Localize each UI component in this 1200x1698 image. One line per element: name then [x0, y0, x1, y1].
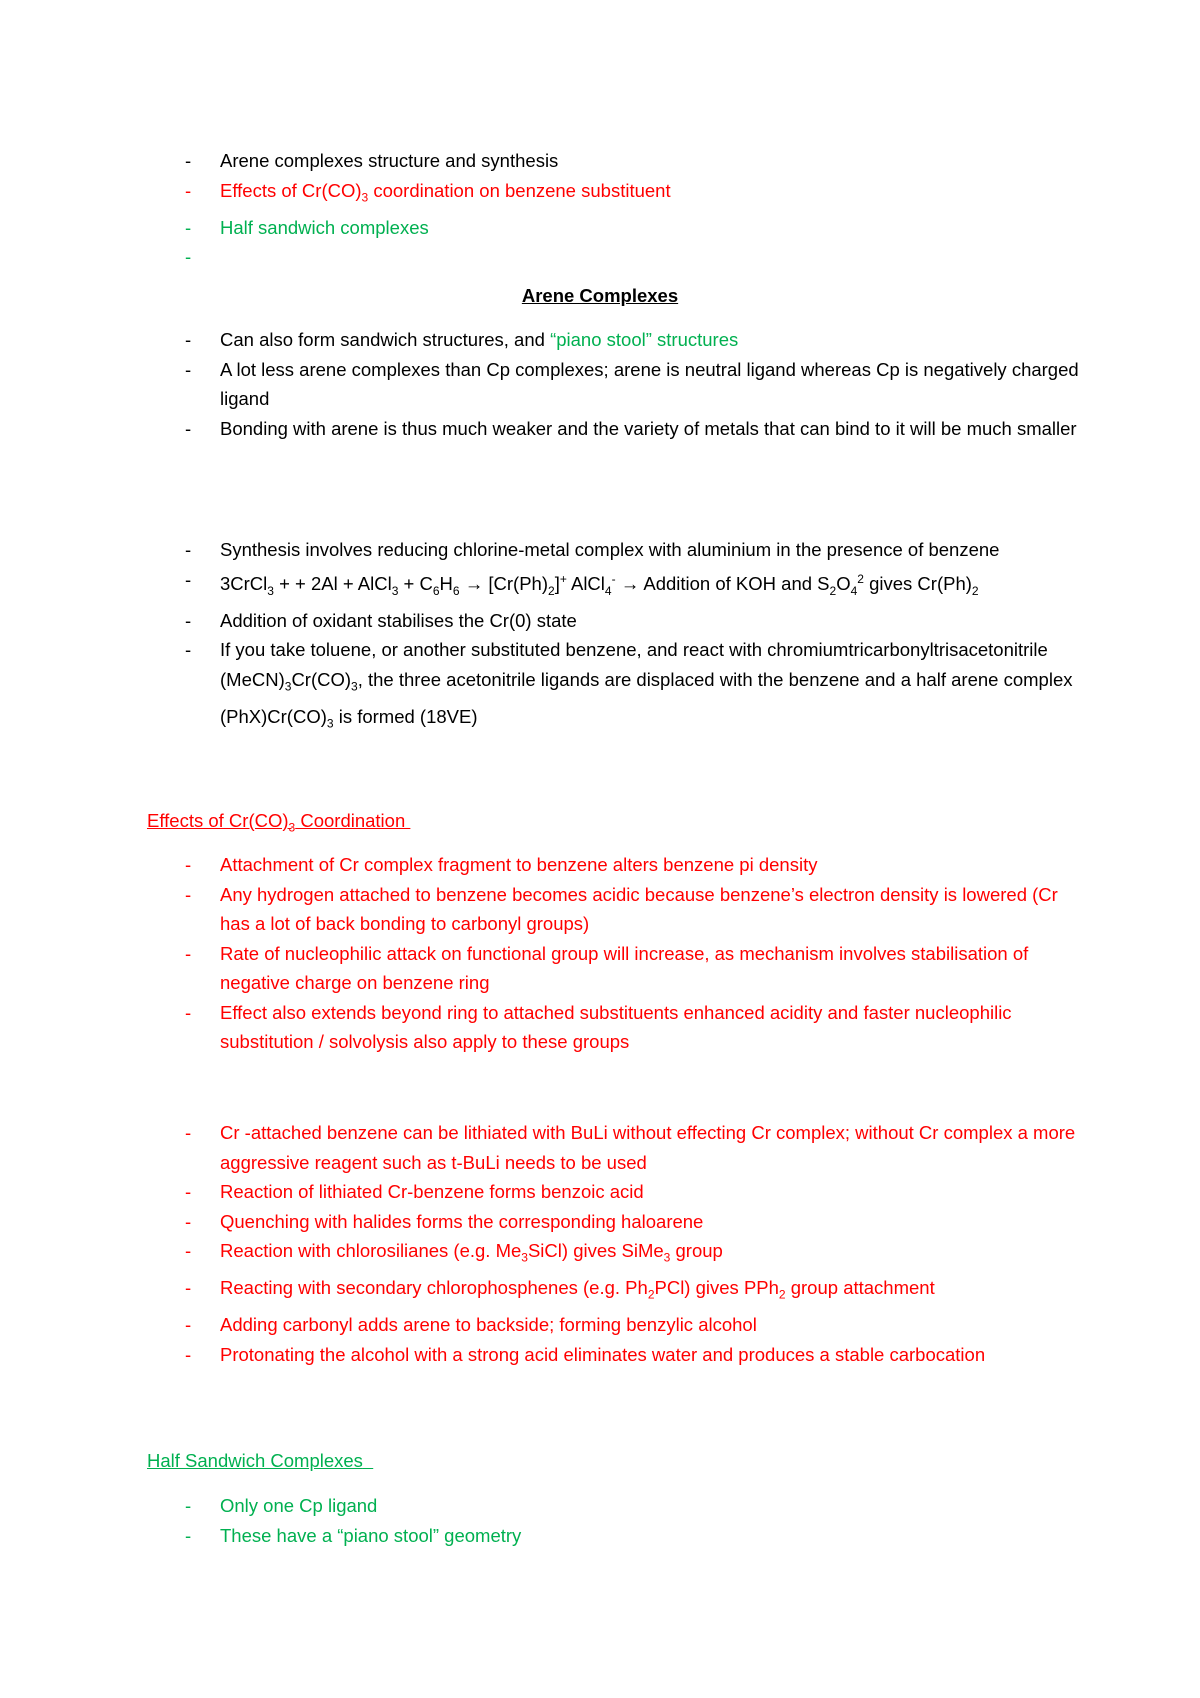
- list-item: - A lot less arene complexes than Cp complexes; arene is neutral ligand whereas Cp is negatively charged ligand: [185, 355, 1085, 414]
- effects-list-1: [185, 850, 1085, 1057]
- list-item: - Reaction with chlorosilianes (e.g. $Me_3SiCl$) gives SiMe$_3$ group: [185, 1236, 1085, 1273]
- list-item: [185, 325, 1085, 355]
- list-item: - Only one Cp ligand: [185, 1491, 1085, 1521]
- synthesis-equation: - 3CrCl$_3$ + + 2Al + AlCl$_3$ + $C_6H_6 \to [Cr(Ph)_2]^+$ AlCl$_4$- → Addition of KOH and $S_2O_4^2$ gives $Cr(Ph)_2$: [185, 565, 1085, 606]
- list-item: - Attachment of Cr complex fragment to benzene alters benzene pi density: [185, 850, 1085, 880]
- list-item: - Cr -attached benzene can be lithiated with BuLi without effecting Cr complex; without Cr complex a more aggressive reagent such as t-BuLi needs to be used: [185, 1118, 1085, 1177]
- list-item: - Effect also extends beyond ring to attached substituents enhanced acidity and faster nucleophilic substitution / solvolysis also apply to these groups: [185, 998, 1085, 1057]
- list-item: - Quenching with halides forms the corresponding haloarene: [185, 1207, 1085, 1237]
- list-item-text: Can also form sandwich structures, and: [220, 329, 551, 350]
- outline-item-arene: - Arene complexes structure and synthesis: [185, 146, 1085, 176]
- list-item: - If you take toluene, or another substituted benzene, and react with chromiumtricarbonyltrisacetonitrile $(MeCN)_3Cr(CO)_3$, the three acetonitrile ligands are displaced with the benzene and a half arene complex $(PhX)Cr(CO)_3$ is formed (18VE): [185, 635, 1085, 739]
- list-item: - Reaction of lithiated Cr-benzene forms benzoic acid: [185, 1177, 1085, 1207]
- arene-intro-list: [185, 325, 1085, 443]
- synthesis-list: [185, 535, 1085, 739]
- section-heading-effects: Effects of $Cr(CO)_3$ Coordination: [147, 810, 411, 835]
- section-title-arene: Arene Complexes: [521, 285, 679, 306]
- half-sandwich-list: [185, 1491, 1085, 1550]
- list-item: - Adding carbonyl adds arene to backside; forming benzylic alcohol: [185, 1310, 1085, 1340]
- list-item: - Bonding with arene is thus much weaker and the variety of metals that can bind to it will be much smaller: [185, 414, 1085, 444]
- outline-item-half-sandwich: - Half sandwich complexes: [185, 213, 1085, 243]
- piano-stool-highlight: “piano stool” structures: [550, 329, 739, 350]
- effects-list-2: [185, 1118, 1085, 1369]
- list-item: - Protonating the alcohol with a strong acid eliminates water and produces a stable carbocation: [185, 1340, 1085, 1370]
- list-item: - Rate of nucleophilic attack on functional group will increase, as mechanism involves stabilisation of negative charge on benzene ring: [185, 939, 1085, 998]
- list-item: - Any hydrogen attached to benzene becomes acidic because benzene’s electron density is lowered (Cr has a lot of back bonding to carbonyl groups): [185, 880, 1085, 939]
- outline-item-effects: - Effects of $Cr(CO)_3$ coordination on benzene substituent: [185, 176, 1085, 213]
- outline-list: [185, 146, 1085, 242]
- list-item: - Synthesis involves reducing chlorine-metal complex with aluminium in the presence of benzene: [185, 535, 1085, 565]
- list-item: - Reacting with secondary chlorophosphenes (e.g. $Ph_2PCl$) gives PPh$_2$ group attachment: [185, 1273, 1085, 1310]
- section-heading-half-sandwich: Half Sandwich Complexes: [147, 1450, 363, 1471]
- list-item: - Addition of oxidant stabilises the Cr(0) state: [185, 606, 1085, 636]
- list-item: - These have a “piano stool” geometry: [185, 1521, 1085, 1551]
